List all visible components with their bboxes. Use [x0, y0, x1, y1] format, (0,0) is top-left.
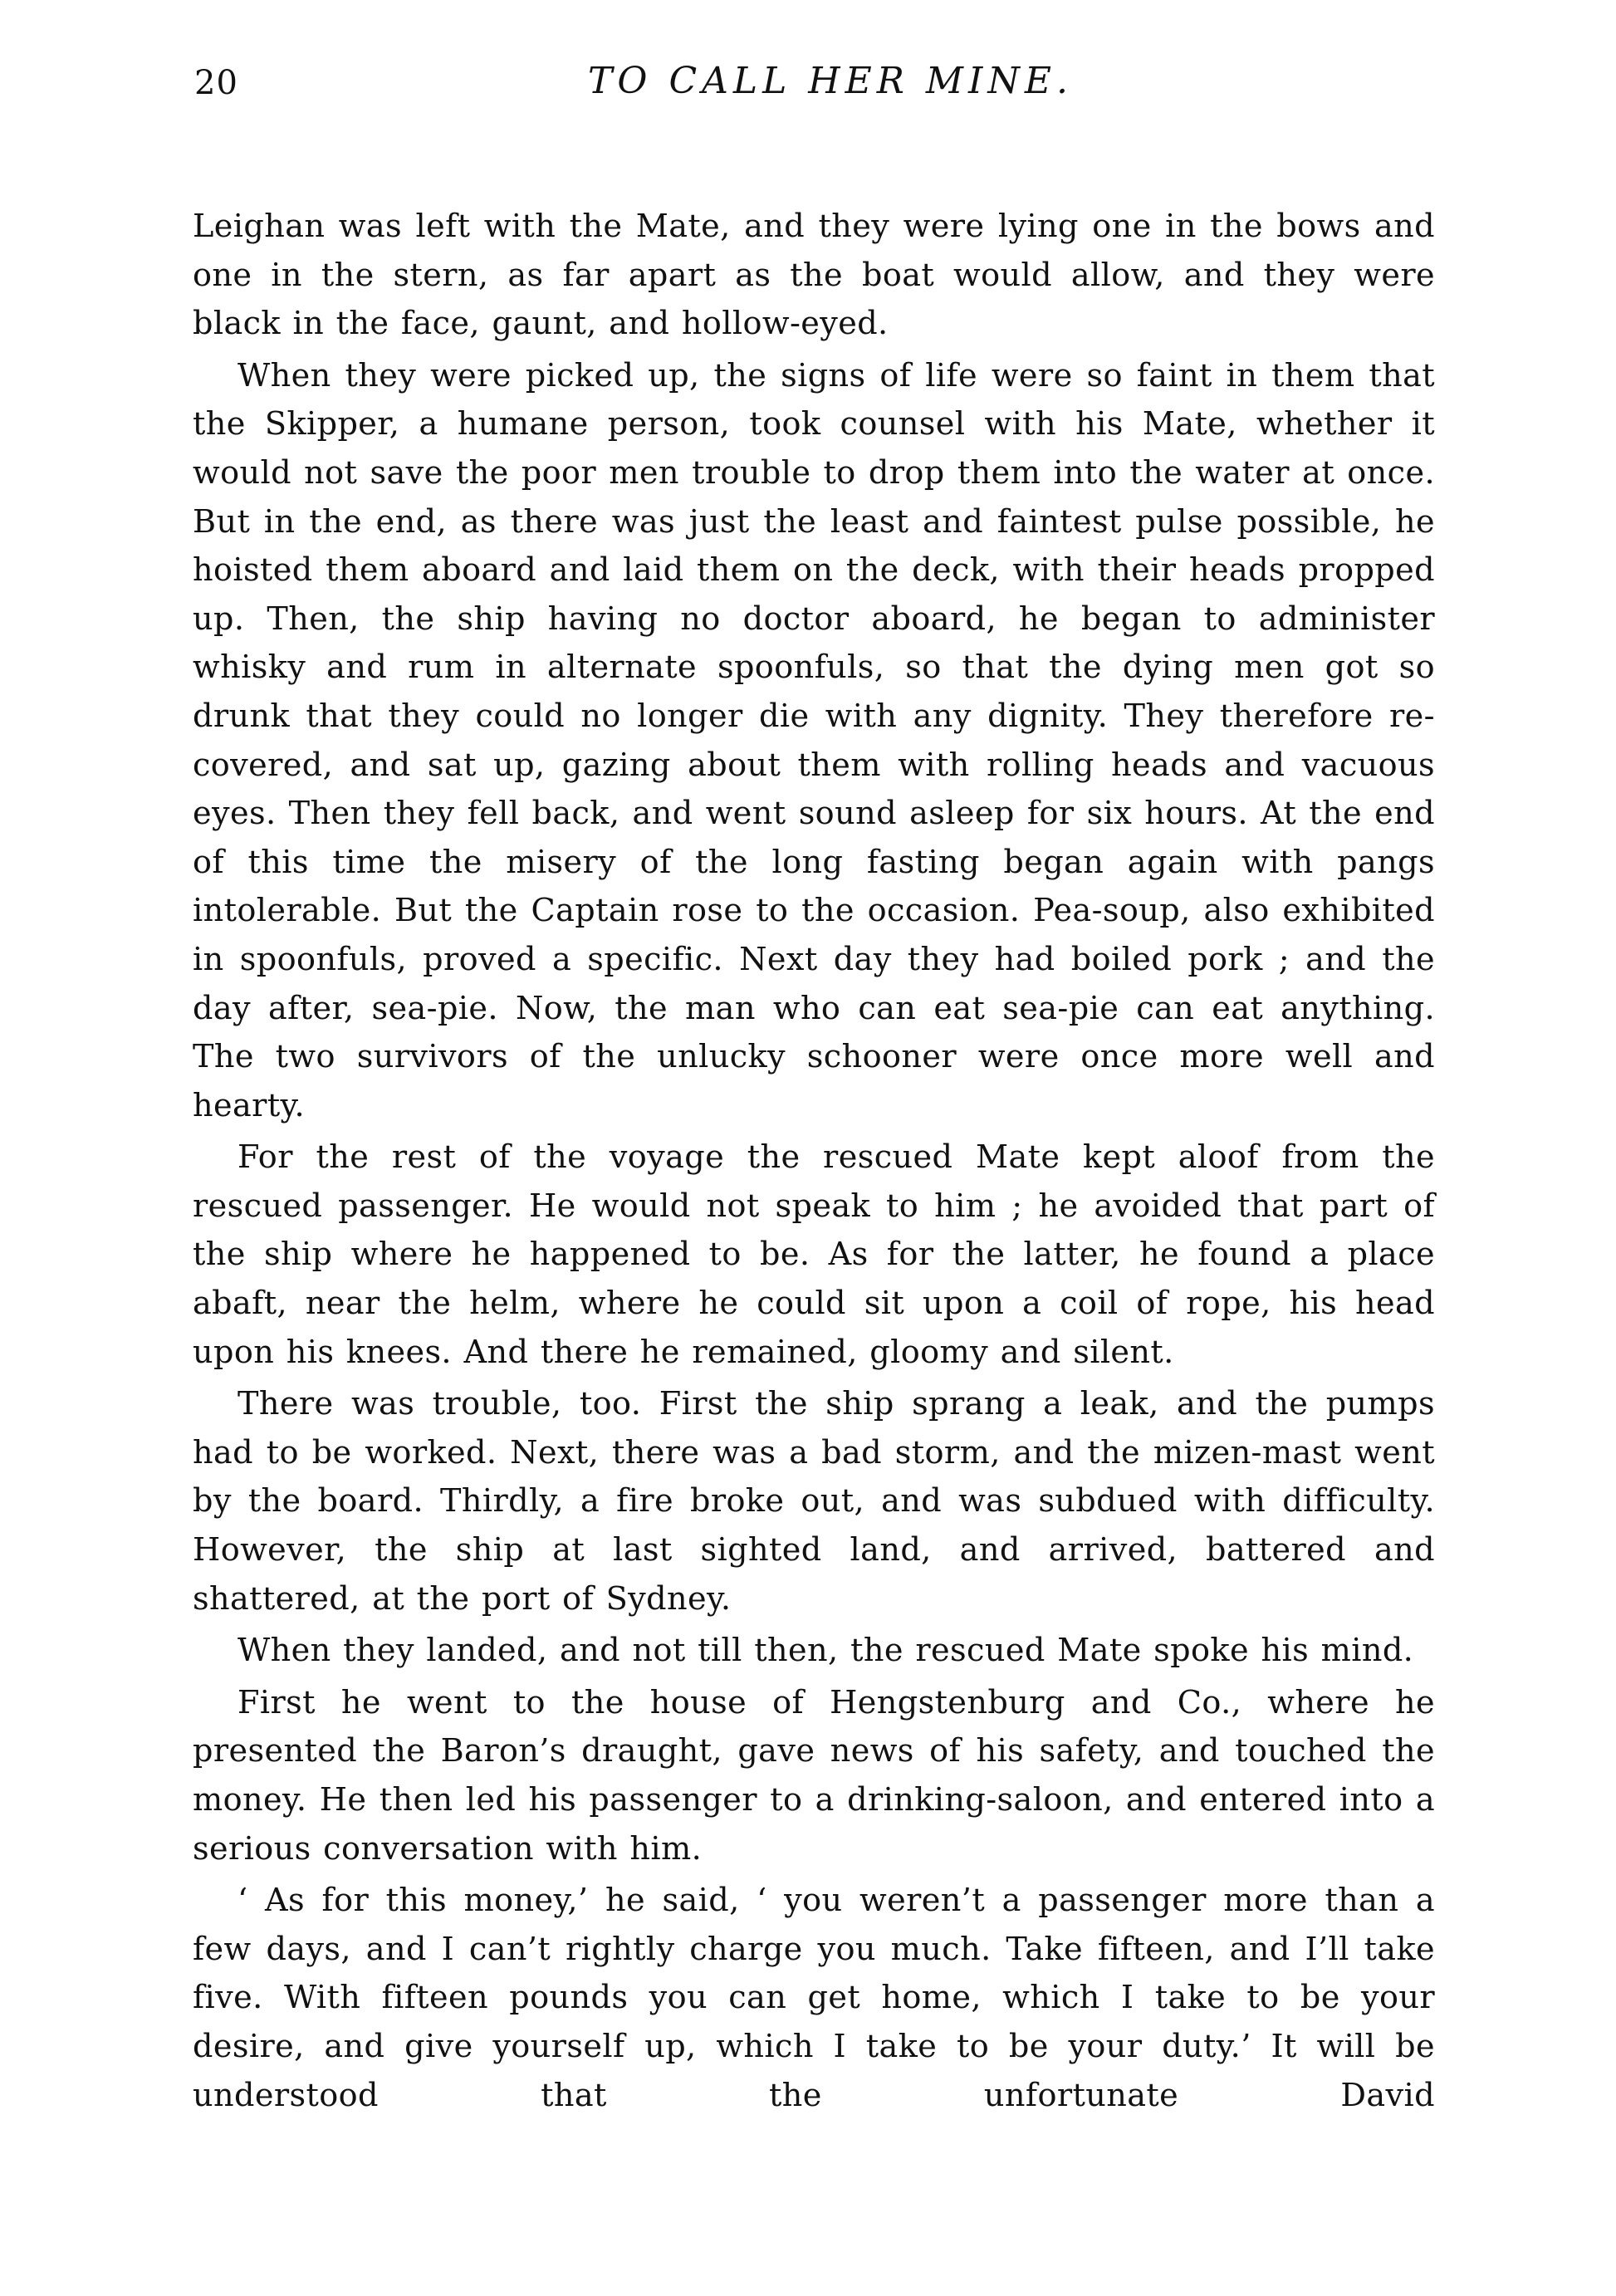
book-page: [193, 51, 1435, 2120]
page-number: 20: [194, 64, 238, 102]
paragraph-3: For the rest of the voyage the rescued Mate kept aloof from the rescued passenger. He would not speak to him ; he avoided that part of the ship where he happened to be. As for the latter, he found a place abaft, near the helm, where he could sit upon a coil of rope, his head upon his knees. And there he remained, gloomy and silent.: [193, 1139, 1435, 1371]
paragraph-4: There was trouble, too. First the ship sprang a leak, and the pumps had to be worked. Next, there was a bad storm, and the mizen-mast went by the board. Thirdly, a fire broke out, and was subdued with difficulty. However, the ship at last sighted land, and arrived, battered and shattered, at the port of Sydney.: [193, 1386, 1435, 1618]
paragraph-5: When they landed, and not till then, the rescued Mate spoke his mind.: [238, 1633, 1414, 1670]
running-title: TO CALL HER MINE.: [588, 60, 1073, 102]
paragraph-7: ‘ As for this money,’ he said, ‘ you weren’t a passenger more than a few days, and I can’t rightly charge you much. Take fifteen, and I’ll take five. With fifteen pounds you can get home, which I take to be your desire, and give yourself up, which I take to be your duty.’ It will be understood that the unfortunate David: [193, 1882, 1435, 2114]
paragraph-6: First he went to the house of Hengstenburg and Co., where he presented the Baron’s draught, gave news of his safety, and touched the money. He then led his passenger to a drinking-saloon, and entered into a serious conversation with him.: [193, 1684, 1435, 1868]
paragraph-2: When they were picked up, the signs of life were so faint in them that the Skipper, a humane person, took counsel with his Mate, whether it would not save the poor men trouble to drop them into the water at once. But in the end, as there was just the least and faintest pulse possible, he hoisted them aboard and laid them on the deck, with their heads propped up. Then, the ship having no doctor aboard, he began to administer whisky and rum in alternate spoonfuls, so that the dying men got so drunk that they could no longer die with any dignity. They therefore re-covered, and sat up, gazing about them with rolling heads and vacuous eyes. Then they fell back, and went sound asleep for six hours. At the end of this time the misery of the long fasting began again with pangs intolerable. But the Captain rose to the occasion. Pea-soup, also exhibited in spoonfuls, proved a specific. Next day they had boiled pork ; and the day after, sea-pie. Now, the man who can eat sea-pie can eat anything. The two survivors of the unlucky schooner were once more well and hearty.: [193, 357, 1435, 1124]
page-header: [193, 51, 1435, 135]
body-text: [193, 203, 1435, 2120]
paragraph-1: Leighan was left with the Mate, and they were lying one in the bows and one in the stern, as far apart as the boat would allow, and they were black in the face, gaunt, and hollow-eyed.: [193, 208, 1435, 343]
